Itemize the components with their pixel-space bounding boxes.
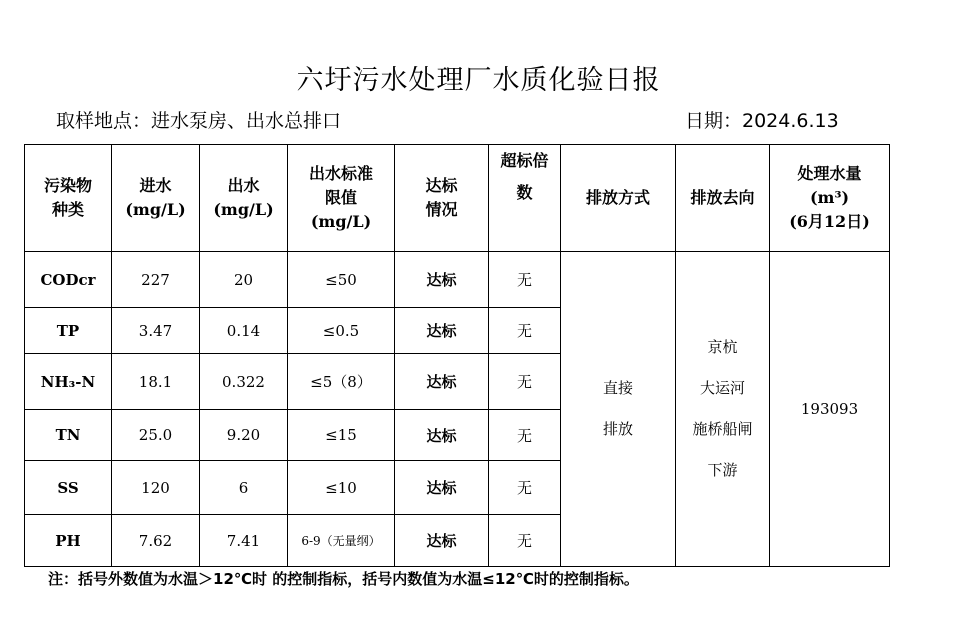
limit-cell: ≤50 [288, 252, 395, 308]
volume-cell: 193093 [770, 252, 890, 567]
influent-cell: 227 [112, 252, 200, 308]
discharge-destination-line4: 下游 [707, 461, 738, 479]
header-influent-line2: (mg/L) [125, 200, 186, 219]
header-discharge-method: 排放方式 [561, 145, 676, 252]
influent-cell: 25.0 [112, 410, 200, 461]
exceed-cell: 无 [489, 461, 561, 515]
effluent-cell: 0.322 [200, 354, 288, 410]
header-volume-line1: 处理水量 [797, 164, 862, 183]
pollutant-cell: TP [25, 308, 112, 354]
header-pollutant-line2: 种类 [51, 200, 84, 219]
discharge-method-line1: 直接 [602, 379, 633, 397]
header-volume-line3: (6月12日) [789, 212, 870, 231]
influent-cell: 18.1 [112, 354, 200, 410]
header-effluent-line1: 出水 [227, 176, 260, 195]
discharge-destination-line2: 大运河 [699, 379, 745, 397]
discharge-method-line2: 排放 [602, 420, 633, 438]
effluent-cell: 0.14 [200, 308, 288, 354]
report-title: 六圩污水处理厂水质化验日报 [296, 65, 661, 96]
header-limit-line1: 出水标准 [308, 164, 373, 183]
header-limit-line3: (mg/L) [310, 212, 372, 231]
influent-cell: 120 [112, 461, 200, 515]
effluent-cell: 6 [200, 461, 288, 515]
header-volume-line2: (m³) [809, 188, 850, 207]
header-exceed-line2: 数 [516, 183, 533, 202]
exceed-cell: 无 [489, 515, 561, 567]
pollutant-cell: TN [25, 410, 112, 461]
status-cell: 达标 [395, 354, 489, 410]
header-limit [288, 145, 395, 252]
status-cell: 达标 [395, 252, 489, 308]
effluent-cell: 7.41 [200, 515, 288, 567]
effluent-cell: 9.20 [200, 410, 288, 461]
header-exceed-line1: 超标倍 [500, 151, 549, 170]
header-limit-line2: 限值 [324, 188, 357, 207]
pollutant-cell: PH [25, 515, 112, 567]
footnote: 注：括号外数值为水温＞12℃时 的控制指标，括号内数值为水温≤12℃时的控制指标。 [48, 570, 639, 588]
header-effluent-line2: (mg/L) [213, 200, 274, 219]
limit-cell: ≤15 [288, 410, 395, 461]
exceed-cell: 无 [489, 308, 561, 354]
status-cell: 达标 [395, 410, 489, 461]
table-row [25, 252, 890, 308]
header-pollutant-line1: 污染物 [43, 176, 92, 195]
status-cell: 达标 [395, 461, 489, 515]
limit-cell: ≤5（8） [288, 354, 395, 410]
exceed-cell: 无 [489, 410, 561, 461]
discharge-destination-cell [676, 252, 770, 567]
influent-cell: 3.47 [112, 308, 200, 354]
discharge-destination-line1: 京杭 [707, 338, 738, 356]
influent-cell: 7.62 [112, 515, 200, 567]
header-pollutant [25, 145, 112, 252]
pollutant-cell: CODcr [25, 252, 112, 308]
limit-cell: ≤10 [288, 461, 395, 515]
pollutant-cell: NH₃-N [25, 354, 112, 410]
header-volume [770, 145, 890, 252]
status-cell: 达标 [395, 308, 489, 354]
header-discharge-destination: 排放去向 [676, 145, 770, 252]
water-quality-table [24, 144, 890, 567]
discharge-method-cell [561, 252, 676, 567]
exceed-cell: 无 [489, 252, 561, 308]
discharge-destination-line3: 施桥船闸 [692, 420, 753, 438]
header-exceed [489, 145, 561, 252]
report-date: 日期：2024.6.13 [685, 110, 839, 132]
limit-cell: ≤0.5 [288, 308, 395, 354]
exceed-cell: 无 [489, 354, 561, 410]
limit-cell: 6-9（无量纲） [288, 515, 395, 567]
header-row [25, 145, 890, 252]
effluent-cell: 20 [200, 252, 288, 308]
sampling-location: 取样地点：进水泵房、出水总排口 [56, 110, 342, 132]
header-effluent [200, 145, 288, 252]
header-status-line2: 情况 [425, 200, 458, 219]
header-influent [112, 145, 200, 252]
pollutant-cell: SS [25, 461, 112, 515]
header-influent-line1: 进水 [139, 176, 172, 195]
status-cell: 达标 [395, 515, 489, 567]
header-status-line1: 达标 [425, 176, 458, 195]
header-status [395, 145, 489, 252]
